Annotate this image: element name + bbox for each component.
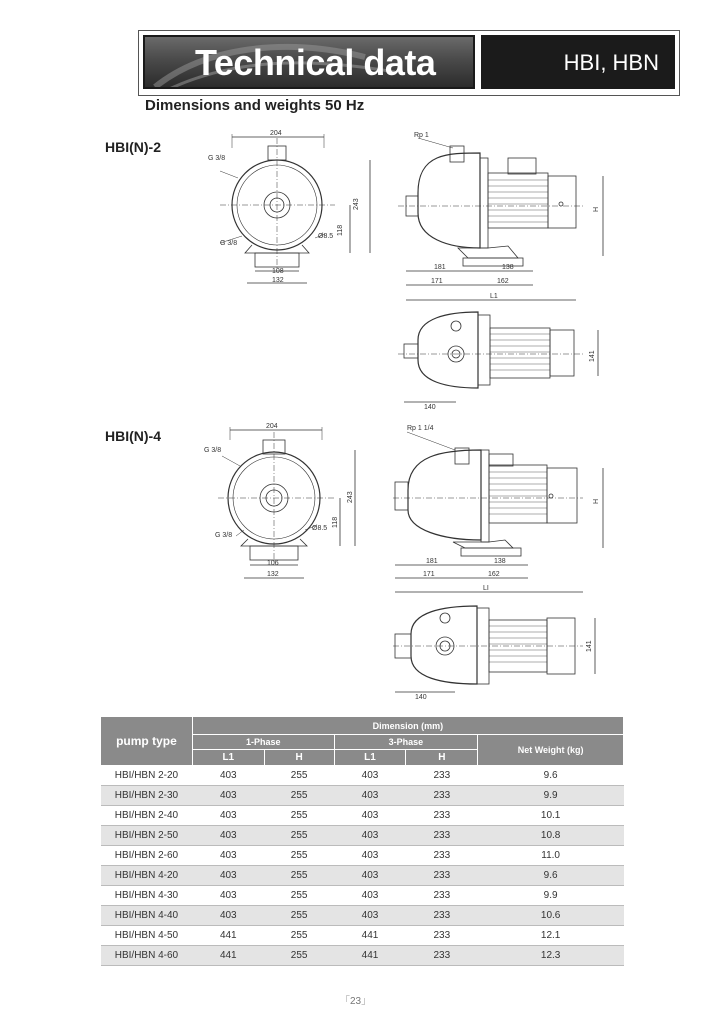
hbi4-dim-l1: LI	[483, 585, 489, 592]
hbi4-dim-171: 171	[423, 571, 435, 578]
weight-cell: 10.6	[478, 906, 624, 926]
l1-1ph-cell: 403	[192, 866, 264, 886]
h-1ph-cell: 255	[264, 886, 334, 906]
hbi2-side-view	[398, 128, 610, 308]
phase1-header: 1-Phase	[192, 735, 334, 750]
l1-1ph-cell: 441	[192, 946, 264, 966]
table-row	[101, 946, 624, 966]
weight-cell: 12.3	[478, 946, 624, 966]
hbi2-front-view	[200, 128, 380, 288]
weight-cell: 10.1	[478, 806, 624, 826]
h-3ph-cell: 233	[406, 946, 478, 966]
l1-1ph-cell: 403	[192, 806, 264, 826]
h-header: H	[406, 750, 478, 766]
l1-3ph-cell: 403	[334, 886, 406, 906]
table-row	[101, 906, 624, 926]
pump-type-cell: HBI/HBN 2-50	[101, 826, 193, 846]
hbi2-dim-181: 181	[434, 264, 446, 271]
pump-type-cell: HBI/HBN 4-30	[101, 886, 193, 906]
l1-1ph-cell: 441	[192, 926, 264, 946]
weight-cell: 9.9	[478, 886, 624, 906]
hbi2-port-top: G 3/8	[208, 155, 226, 162]
hbi4-dim-width: 204	[266, 423, 278, 430]
l1-3ph-cell: 403	[334, 806, 406, 826]
pump-type-cell: HBI/HBN 2-20	[101, 766, 193, 786]
dimension-header: Dimension (mm)	[192, 717, 623, 735]
hbi4-top-depth: 141	[586, 640, 593, 652]
weight-cell: 9.6	[478, 766, 624, 786]
hbi4-dim-base-inner: 106	[267, 560, 279, 567]
page-title: Technical data	[195, 42, 436, 83]
pump-type-cell: HBI/HBN 4-40	[101, 906, 193, 926]
page-number: 「23」	[340, 996, 372, 1007]
h-1ph-cell: 255	[264, 786, 334, 806]
hbi4-port-bottom: G 3/8	[215, 532, 233, 539]
table-row	[101, 766, 624, 786]
h-3ph-cell: 233	[406, 886, 478, 906]
hbi4-port-top: G 3/8	[204, 447, 222, 454]
h-1ph-cell: 255	[264, 866, 334, 886]
pump-type-header: pump type	[101, 717, 193, 766]
table-row	[101, 926, 624, 946]
hbi4-side-view	[393, 420, 608, 600]
weight-cell: 9.6	[478, 866, 624, 886]
hbi2-top-len: 140	[424, 404, 436, 411]
h-3ph-cell: 233	[406, 926, 478, 946]
l1-3ph-cell: 403	[334, 906, 406, 926]
hbi2-dim-height: 243	[353, 198, 360, 210]
weight-cell: 10.8	[478, 826, 624, 846]
l1-1ph-cell: 403	[192, 826, 264, 846]
pump-type-cell: HBI/HBN 2-60	[101, 846, 193, 866]
l1-3ph-cell: 403	[334, 846, 406, 866]
weight-cell: 11.0	[478, 846, 624, 866]
l1-3ph-cell: 441	[334, 926, 406, 946]
hbi2-dim-l1: L1	[490, 293, 498, 300]
h-1ph-cell: 255	[264, 766, 334, 786]
h-3ph-cell: 233	[406, 786, 478, 806]
hbi4-rp: Rp 1 1/4	[407, 425, 434, 432]
hbi2-top-view	[398, 310, 610, 415]
weight-cell: 12.1	[478, 926, 624, 946]
hbi2-dim-171: 171	[431, 278, 443, 285]
l1-1ph-cell: 403	[192, 886, 264, 906]
pump-type-cell: HBI/HBN 4-20	[101, 866, 193, 886]
h-3ph-cell: 233	[406, 826, 478, 846]
h-header: H	[264, 750, 334, 766]
h-1ph-cell: 255	[264, 846, 334, 866]
table-row	[101, 806, 624, 826]
hbi2-rp: Rp 1	[414, 132, 429, 139]
pump-type-cell: HBI/HBN 4-60	[101, 946, 193, 966]
hbi4-dim-181: 181	[426, 558, 438, 565]
table-row	[101, 846, 624, 866]
h-1ph-cell: 255	[264, 926, 334, 946]
hbi2-dim-width: 204	[270, 130, 282, 137]
hbi4-dim-162: 162	[488, 571, 500, 578]
l1-1ph-cell: 403	[192, 766, 264, 786]
h-3ph-cell: 233	[406, 846, 478, 866]
l1-1ph-cell: 403	[192, 786, 264, 806]
hbi4-dim-h: H	[593, 498, 600, 504]
hbi2-dim-162: 162	[497, 278, 509, 285]
hbi4-front-view	[200, 418, 380, 583]
table-row	[101, 866, 624, 886]
hbi2-label: HBI(N)-2	[105, 139, 161, 155]
hbi4-dim-axis: 118	[332, 516, 339, 528]
hbi2-dim-base-outer: 132	[272, 277, 284, 284]
hbi2-port-bottom: G 3/8	[220, 240, 238, 247]
hbi4-dim-base-outer: 132	[267, 571, 279, 578]
h-3ph-cell: 233	[406, 806, 478, 826]
l1-3ph-cell: 403	[334, 766, 406, 786]
l1-3ph-cell: 403	[334, 826, 406, 846]
l1-1ph-cell: 403	[192, 906, 264, 926]
phase3-header: 3-Phase	[334, 735, 478, 750]
hbi2-dim-138: 138	[502, 264, 514, 271]
h-3ph-cell: 233	[406, 766, 478, 786]
h-1ph-cell: 255	[264, 946, 334, 966]
hbi2-top-depth: 141	[589, 350, 596, 362]
hbi4-top-len: 140	[415, 694, 427, 701]
hbi2-dim-h: H	[593, 206, 600, 212]
h-1ph-cell: 255	[264, 806, 334, 826]
h-3ph-cell: 233	[406, 866, 478, 886]
hbi4-hole: Ø8.5	[312, 525, 328, 532]
l1-header: L1	[192, 750, 264, 766]
title-banner	[143, 35, 475, 89]
table-row	[101, 826, 624, 846]
h-1ph-cell: 255	[264, 826, 334, 846]
l1-1ph-cell: 403	[192, 846, 264, 866]
l1-header: L1	[334, 750, 406, 766]
hbi2-dim-axis: 118	[337, 224, 344, 236]
hbi2-hole: Ø8.5	[318, 233, 334, 240]
hbi4-top-view	[393, 604, 608, 704]
table-row	[101, 786, 624, 806]
hbi2-dim-base-inner: 108	[272, 268, 284, 275]
section-subtitle: Dimensions and weights 50 Hz	[145, 97, 365, 114]
weight-header: Net Weight (kg)	[478, 735, 624, 766]
pump-type-cell: HBI/HBN 4-50	[101, 926, 193, 946]
weight-cell: 9.9	[478, 786, 624, 806]
dimensions-table	[100, 716, 624, 966]
h-3ph-cell: 233	[406, 906, 478, 926]
l1-3ph-cell: 403	[334, 786, 406, 806]
hbi4-label: HBI(N)-4	[105, 428, 161, 444]
l1-3ph-cell: 441	[334, 946, 406, 966]
pump-type-cell: HBI/HBN 2-30	[101, 786, 193, 806]
hbi4-dim-138: 138	[494, 558, 506, 565]
pump-type-cell: HBI/HBN 2-40	[101, 806, 193, 826]
table-row	[101, 886, 624, 906]
h-1ph-cell: 255	[264, 906, 334, 926]
model-name: HBI, HBN	[563, 50, 659, 75]
model-badge	[481, 35, 675, 89]
hbi4-dim-height: 243	[347, 491, 354, 503]
l1-3ph-cell: 403	[334, 866, 406, 886]
